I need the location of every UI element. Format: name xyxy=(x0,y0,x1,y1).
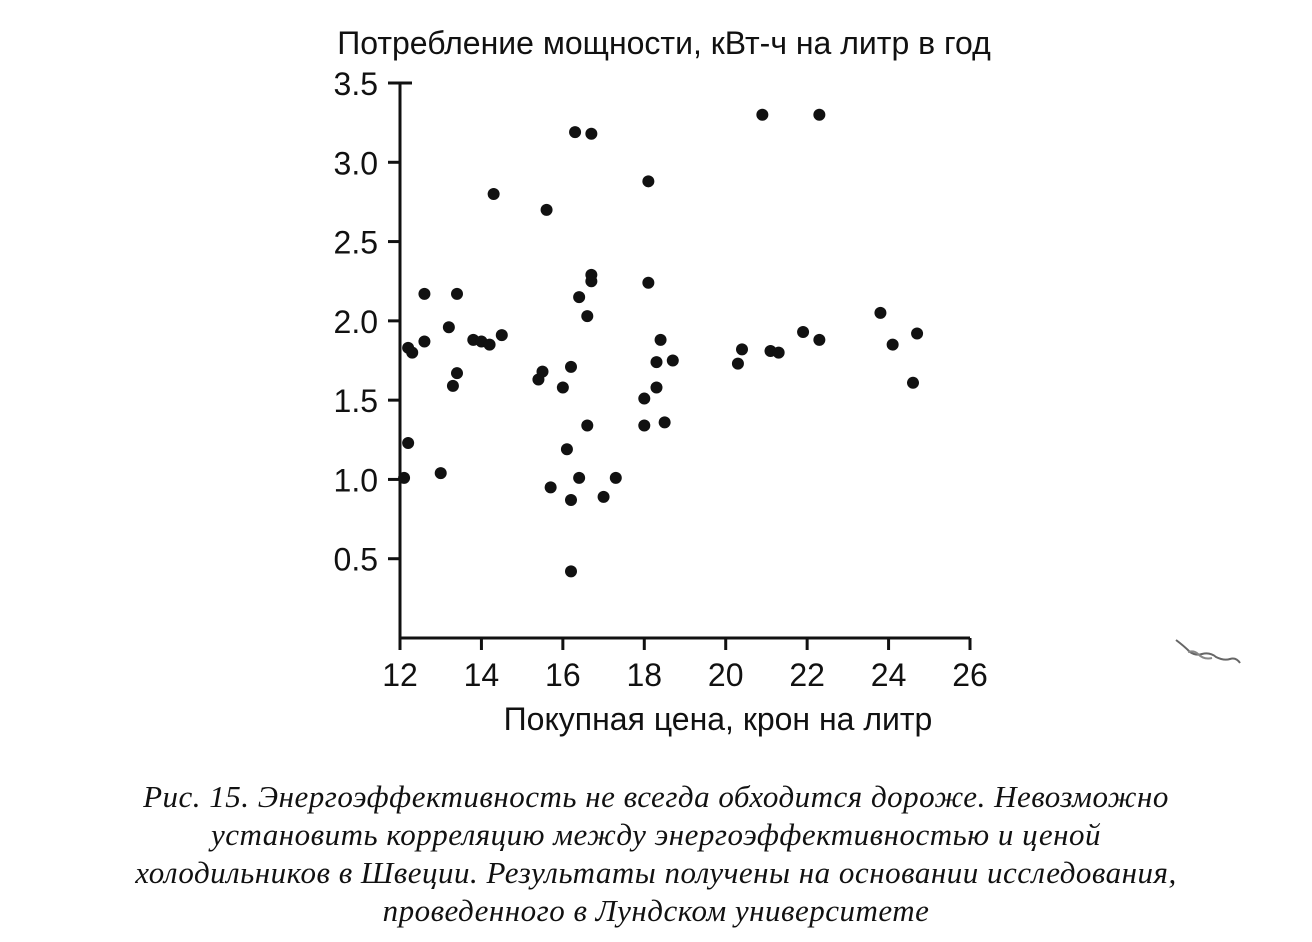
data-point xyxy=(667,355,679,367)
data-point xyxy=(573,291,585,303)
caption-line: холодильников в Швеции. Результаты получены на основании исследования, xyxy=(135,855,1177,890)
data-point xyxy=(484,339,496,351)
caption-line: проведенного в Лундском университете xyxy=(382,893,930,928)
data-point xyxy=(907,377,919,389)
x-tick-label: 20 xyxy=(707,657,744,693)
data-point xyxy=(874,307,886,319)
x-tick-label: 18 xyxy=(626,657,663,693)
data-point xyxy=(418,335,430,347)
data-point xyxy=(451,367,463,379)
axes xyxy=(400,83,970,638)
y-tick-label: 3.5 xyxy=(333,66,378,102)
data-point xyxy=(651,356,663,368)
x-tick-label: 24 xyxy=(870,657,907,693)
data-point xyxy=(638,393,650,405)
data-point xyxy=(638,420,650,432)
data-point xyxy=(561,443,573,455)
data-point xyxy=(418,288,430,300)
data-point xyxy=(443,321,455,333)
y-axis xyxy=(334,66,400,578)
data-point xyxy=(447,380,459,392)
data-point xyxy=(610,472,622,484)
data-point xyxy=(569,126,581,138)
data-point xyxy=(732,358,744,370)
x-axis xyxy=(382,638,988,693)
data-point xyxy=(736,343,748,355)
data-point xyxy=(565,494,577,506)
data-point xyxy=(773,347,785,359)
data-point xyxy=(642,175,654,187)
data-point xyxy=(598,491,610,503)
y-tick-label: 2.0 xyxy=(333,303,378,340)
caption-line: Рис. 15. Энергоэффективность не всегда обходится дороже. Невозможно xyxy=(143,779,1169,814)
pen-mark-icon xyxy=(1176,640,1240,663)
x-tick-label: 16 xyxy=(545,657,581,693)
data-point xyxy=(756,109,768,121)
data-point xyxy=(573,472,585,484)
data-point xyxy=(488,188,500,200)
data-point xyxy=(451,288,463,300)
data-point xyxy=(398,472,410,484)
data-point xyxy=(655,334,667,346)
x-tick-label: 12 xyxy=(382,657,418,693)
data-point xyxy=(435,467,447,479)
data-point xyxy=(557,381,569,393)
chart-title: Потребление мощности, кВт-ч на литр в год xyxy=(337,25,991,61)
x-tick-label: 22 xyxy=(789,657,825,693)
data-point xyxy=(813,109,825,121)
data-point xyxy=(402,437,414,449)
y-tick-label: 1.0 xyxy=(333,462,378,499)
data-point xyxy=(496,329,508,341)
data-point xyxy=(565,565,577,577)
data-point xyxy=(537,366,549,378)
data-point xyxy=(651,381,663,393)
data-point xyxy=(406,347,418,359)
x-tick-label: 14 xyxy=(463,657,500,693)
y-tick-label: 1.5 xyxy=(333,383,378,420)
data-point xyxy=(813,334,825,346)
y-tick-label: 2.5 xyxy=(333,224,378,261)
data-point xyxy=(887,339,899,351)
y-tick-label: 0.5 xyxy=(333,541,378,578)
data-point xyxy=(545,481,557,493)
data-points xyxy=(398,109,923,578)
data-point xyxy=(642,277,654,289)
data-point xyxy=(581,420,593,432)
data-point xyxy=(585,269,597,281)
data-point xyxy=(659,416,671,428)
data-point xyxy=(585,128,597,140)
y-tick-label: 3.0 xyxy=(333,145,378,182)
data-point xyxy=(581,310,593,322)
data-point xyxy=(541,204,553,216)
x-axis-label: Покупная цена, крон на литр xyxy=(503,701,933,737)
data-point xyxy=(797,326,809,338)
data-point xyxy=(565,361,577,373)
figure-caption xyxy=(10,778,1302,930)
caption-line: установить корреляцию между энергоэффективностью и ценой xyxy=(211,817,1101,852)
data-point xyxy=(911,328,923,340)
x-tick-label: 26 xyxy=(952,657,988,693)
